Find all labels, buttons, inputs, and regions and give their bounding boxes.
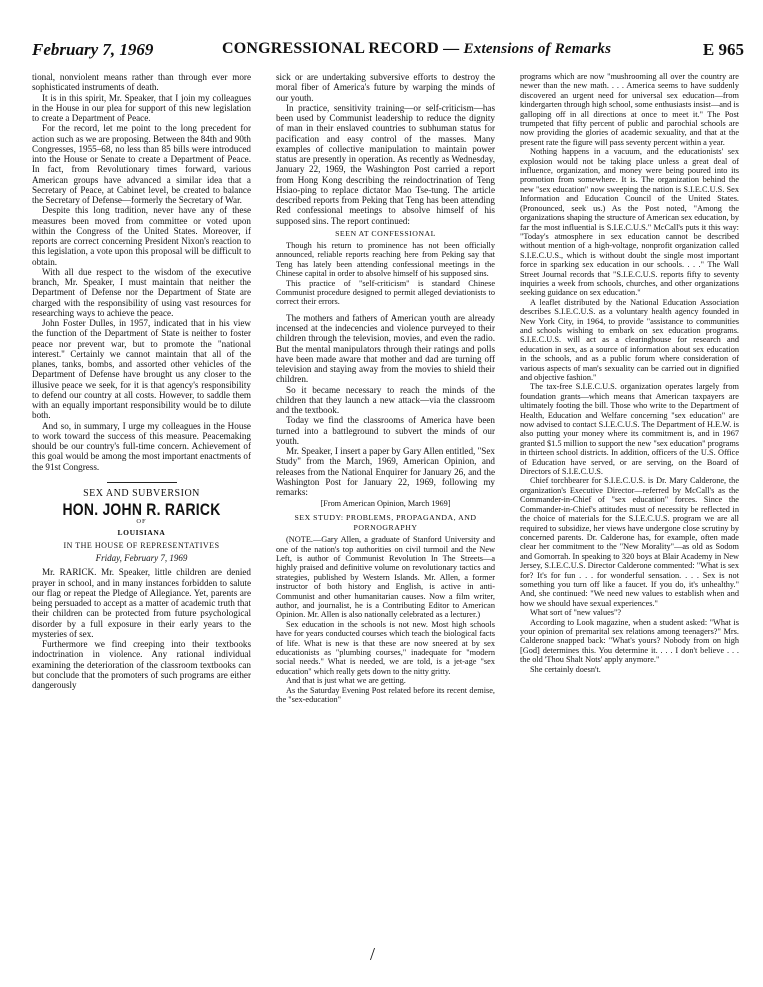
quoted-paragraph: According to Look magazine, when a student asked: "What is your opinion of premarital sex relations among teenagers?" Mrs. Calderone snapped back: "What's yours? Nobody from on high [God] determines this. You determine it. . . . I don't believe . . . the old 'Thou Shalt Nots' apply anymore.": [520, 617, 739, 665]
paragraph: Today we find the classrooms of America have been turned into a battleground to subvert the minds of our youth.: [276, 415, 495, 446]
quoted-paragraph: Nothing happens in a vacuum, and the educationists' sex explosion would not be taking place unless a great deal of influence, organization, and money were being poured into its promotion from somewhere. It is. The organization behind the new "sex education" now sweeping the nation is S.I.E.C.U.S. Sex Information and Education Council of the United States. (Pronounced, seek us.) As the Post noted, "Among the organizations shaping the structure of American sex education, by far the most influential is S.I.E.C.U.S." McCall's puts it this way: "Today's atmosphere in sex education cannot be described without mention of a high-voltage, nonprofit organization called S.I.E.C.U.S., which is without doubt the single most important force in sparking sex education in our schools. . . ." The Wall Street Journal records that "S.I.E.C.U.S. reports fifty to seventy inquiries a week from schools, churches, and other organizations seeking guidance on sex education.": [520, 147, 739, 298]
quoted-paragraph: She certainly doesn't.: [530, 664, 601, 674]
page-footer-mark: /: [370, 944, 376, 964]
paragraph: With all due respect to the wisdom of the executive branch, Mr. Speaker, I must maintain that neither the Department of Defense nor the Department of State are charged with the responsibility of using vast resources for researching ways to achieve the peace.: [32, 266, 251, 318]
column-3: [520, 72, 739, 674]
page-header: [32, 40, 744, 64]
quoted-paragraph: programs which are now "mushrooming all over the country are newer than the new math. . . . America seems to have suddenly discovered an urgent need for universal sex education—from kindergarten through high school, some enthusiasts insist—and is galloping off in all directions at once to meet it." The Post trumpeted that fifty percent of public and parochial schools are now providing the glories of academic sexuality, and that at the present rate the figure will pass seventy percent within a year.: [520, 72, 739, 147]
page-number: E 965: [702, 40, 744, 59]
column-2: [276, 72, 495, 704]
paragraph: John Foster Dulles, in 1957, indicated that in his view the function of the Department of State is neither to foster peace nor prevent war, but to promote the "national interest." Certainly we cannot maintain that all of the planes, tanks, bombs, and assorted other vehicles of the Department of Defense have brought us any closer to the illusive peace we seek, for it is that agency's responsibility to defend our country at all costs. However, to saddle them with an equally important responsibility would be to dilute both.: [32, 318, 251, 421]
quoted-paragraph: A leaflet distributed by the National Education Association describes S.I.E.C.U.S. as a voluntary health agency founded in New York City, in 1964, to provide "assistance to communities and schools wishing to embark on sex education programs. S.I.E.C.U.S. will act as a clearinghouse for research and education in sex, as a source of information about sex education in the schools, and as a public forum where consideration of various aspects of man's sexuality can be carried out in dignified and objective fashion.": [520, 297, 739, 382]
speaker-state: LOUISIANA: [117, 527, 166, 537]
paragraph: sick or are undertaking subversive efforts to destroy the moral fiber of America's future by warping the minds of our youth.: [276, 72, 495, 103]
paragraph: So it became necessary to reach the minds of the children that they launch a new attack—via the classroom and the textbook.: [276, 384, 495, 416]
quoted-paragraph: Though his return to prominence has not been officially announced, reliable reports reaching here from Peking say that Teng has lately been attending confessional meetings in the Chinese capital in order to absolve himself of his supposed sins.: [276, 241, 495, 279]
paragraph: The mothers and fathers of American youth are already incensed at the indecencies and violence purveyed to their children through the television, movies, and even the radio. But the mental manipulators through their ratings and polls have been made aware that mother and dad are turning off television and staying away from the movies to shield their children.: [276, 312, 495, 385]
source-line: [From American Opinion, March 1969]: [320, 499, 451, 509]
paragraph: tional, nonviolent means rather than through ever more sophisticated instruments of death.: [32, 72, 251, 93]
paragraph: For the record, let me point to the long precedent for action such as we are proposing. Between the 84th and 90th Congresses, 1955–68, no less than 85 bills were introduced into the House or Senate to create a Department of Peace. In fact, from Revolutionary times forward, various American groups have advanced a similar idea that a Secretary of Peace, at Cabinet level, be created to balance the Secretary of Defense—formerly the Secretary of War.: [32, 123, 251, 205]
session-date: Friday, February 7, 1969: [95, 553, 188, 563]
quoted-paragraph: This practice of "self-criticism" is standard Chinese Communist procedure designed to permit alleged deviationists to correct their errors.: [276, 278, 495, 307]
speaker-name: HON. JOHN R. RARICK: [62, 500, 221, 519]
of-label: OF: [136, 518, 147, 526]
quote-subheading: SEEN AT CONFESSIONAL: [335, 228, 436, 238]
quoted-paragraph: Sex education in the schools is not new. Most high schools have for years conducted courses which teach the biological facts of life. What is new is that these are now sneered at by sex educationists as "plumbing courses," inadequate for "modern social needs." What is needed, we are told, is a jet-age "sex education" which really gets down to the nitty gritty.: [276, 619, 495, 676]
paragraph: Furthermore we find creeping into their textbooks indoctrination in violence. Any rational individual examining the deterioration of the classroom textbooks can but conclude that the promoters of such programs are either dangerously: [32, 639, 251, 690]
publication-name: CONGRESSIONAL RECORD —: [222, 40, 460, 57]
quoted-paragraph: What sort of "new values"?: [530, 608, 622, 618]
header-title: [222, 40, 611, 58]
section-name: Extensions of Remarks: [463, 41, 612, 57]
chamber-label: IN THE HOUSE OF REPRESENTATIVES: [63, 540, 220, 550]
paragraph: Mr. RARICK. Mr. Speaker, little children are denied prayer in school, and in many instances forbidden to salute our flag or repeat the Pledge of Allegiance. Yet, parents are being persuaded to accept as a matter of academic truth that their children can be protected from future psychological disorder by a full exposure in their early years to the mysteries of sex.: [32, 567, 251, 639]
quoted-paragraph: And that is just what we are getting.: [286, 676, 406, 686]
paragraph: And so, in summary, I urge my colleagues in the House to work toward the success of this measure. Peacemaking should be our country's full-time concern. Achievement of this goal would be among the most important enactments of the 91st Congress.: [32, 420, 251, 472]
paragraph: Despite this long tradition, never have any of these measures been moved from committee or voted upon within the Congress of the United States. Moreover, if reports are correct concerning President Nixon's reaction to this legislation, a vote upon this proposal will be difficult to obtain.: [32, 205, 251, 267]
quoted-paragraph: As the Saturday Evening Post related before its recent demise, the "sex-education": [276, 685, 495, 704]
article-title: SEX STUDY: PROBLEMS, PROPAGANDA, AND PORNOGRAPHY: [294, 512, 477, 532]
section-divider: [107, 482, 177, 483]
column-1: [32, 72, 251, 690]
body-columns: [32, 72, 746, 962]
quoted-paragraph: Chief torchbearer for S.I.E.C.U.S. is Dr. Mary Calderone, the organization's Executive Director—referred by McCall's as the Commander-in-Chief of "sex education" forces. Since the Commander-in-Chief's attitudes must of necessity be reflected in the choice of materials for the S.I.E.C.U.S. program we are all required to subsidize, her views have undergone close scrutiny by concerned parents. Dr. Calderone has, for example, often made clear her commitment to the "New Morality"—as old as Sodom and Gomorrah. In speaking to 320 boys at Blair Academy in New Jersey, S.I.E.C.U.S. Director Calderone commented: "What is sex for? It's for fun . . . for wonderful sensation. . . . Sex is not something you turn off like a faucet. If you do, it's unhealthy." And, she continued: "We need new values to establish when and how we should have sexual experiences.": [520, 476, 739, 608]
header-date: February 7, 1969: [32, 40, 154, 59]
section-title: SEX AND SUBVERSION: [83, 487, 200, 499]
paragraph: It is in this spirit, Mr. Speaker, that I join my colleagues in the House in our plea for support of this new legislation to create a Department of Peace.: [32, 92, 251, 123]
paragraph: In practice, sensitivity training—or self-criticism—has been used by Communist leadership to reduce the dignity of man in their enslaved countries to subhuman status for pacification and easy control of the masses. Many examples of collective manipulation to maintain power status are presently in operation. As recently as Wednesday, January 22, 1969, the Washington Post carried a report from Hong Kong describing the reindoctrination of Teng Hsiao-ping to replace dictator Mao Tse-tung. The article described reports from Peking that Teng has been attending Red confessional meetings to absolve himself of his supposed sins. The report continued:: [276, 102, 495, 226]
quoted-paragraph: (NOTE.—Gary Allen, a graduate of Stanford University and one of the nation's top authorities on civil turmoil and the New Left, is author of Communist Revolution In The Streets—a highly praised and definitive volume on revolutionary tactics and strategies, published by Western Islands. Mr. Allen, a former instructor of both history and English, is active in anti-Communist and other humanitarian causes. Now a film writer, author, and journalist, he is a Contributing Editor to American Opinion. Mr. Allen is also nationally celebrated as a lecturer.): [276, 535, 495, 620]
quoted-paragraph: The tax-free S.I.E.C.U.S. organization operates largely from foundation grants—which means that American taxpayers are ultimately footing the bill. Those who write to the Department of Health, Education and Welfare concerning "sex education" are now advised to contact S.I.E.C.U.S. The Department of H.E.W. is also putting your money where its commitment is, and in 1967 granted $1.5 million to support the new "sex education" programs in thirteen school districts. In addition, officers of the U.S. Office of Education have served, or are serving, on the Board of Directors of S.I.E.C.U.S.: [520, 382, 739, 477]
paragraph: Mr. Speaker, I insert a paper by Gary Allen entitled, "Sex Study" from the March, 1969, American Opinion, and releases from the National Enquirer for January 26, and the Washington Post for January 22, 1969, following my remarks:: [276, 446, 495, 498]
